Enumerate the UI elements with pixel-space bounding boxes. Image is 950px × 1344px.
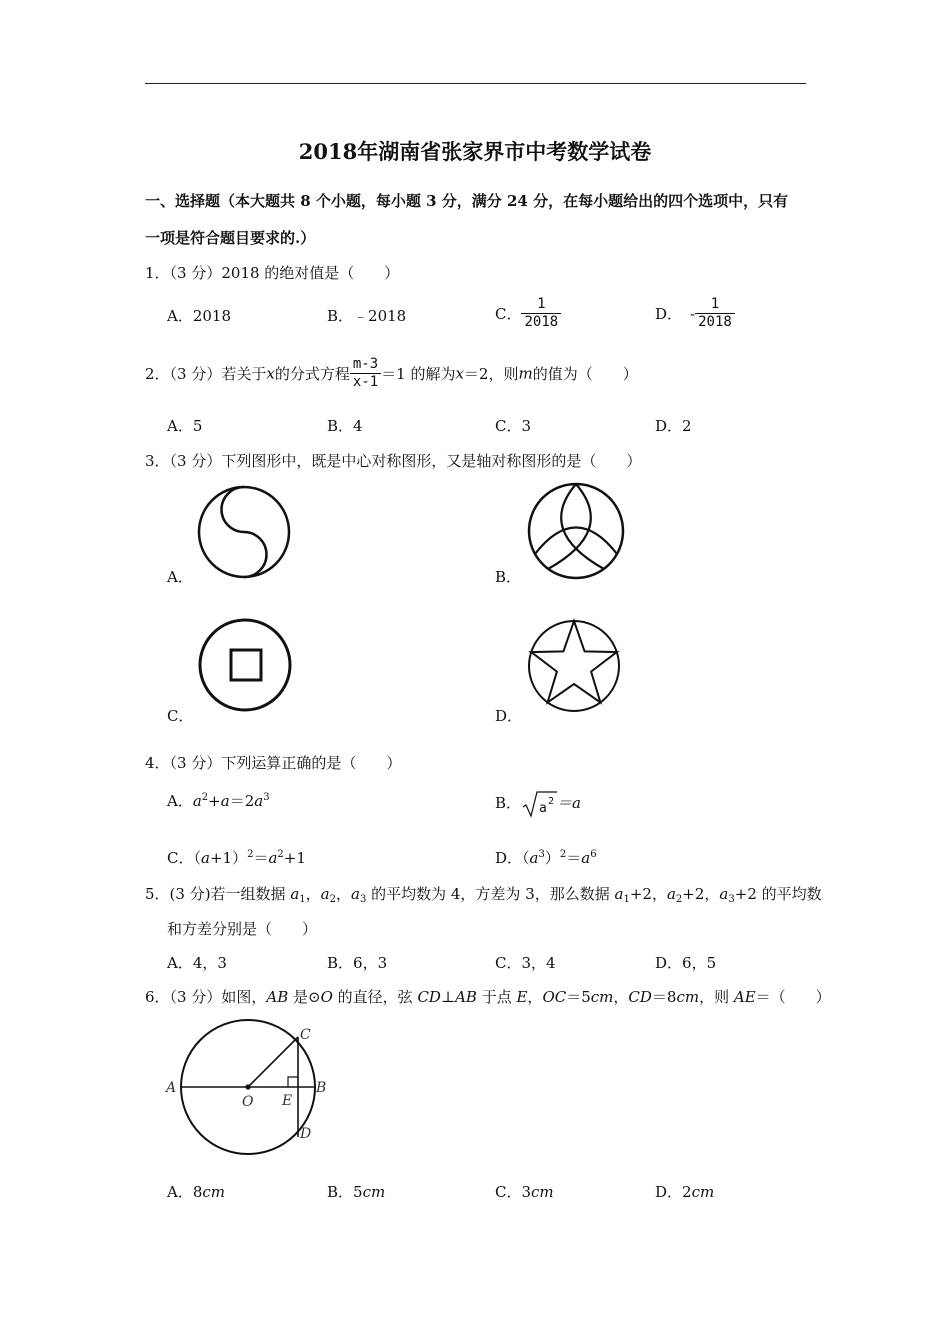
three-arcs-figure [526, 481, 626, 581]
question-4-stem: 4．（3 分）下列运算正确的是（ ） [145, 754, 402, 772]
header-rule [145, 83, 806, 84]
star-circle-figure [527, 619, 621, 713]
question-5-stem-line2: 和方差分别是（ ） [167, 920, 318, 938]
question-1-stem: 1．（3 分）2018 的绝对值是（ ） [145, 264, 400, 282]
q2-option-b: B．4 [327, 417, 363, 435]
svg-text:2: 2 [548, 796, 555, 807]
q5-option-d: D．6，5 [655, 954, 717, 972]
q3-option-d: D． [495, 707, 523, 725]
q3-option-a: A． [167, 568, 193, 586]
q2-option-d: D．2 [655, 417, 692, 435]
q6-option-a: A．8cm [167, 1183, 226, 1201]
svg-text:a: a [539, 801, 547, 816]
q1-c-fraction: $\frac{1}{2018}$ [521, 296, 561, 331]
q6-option-c: C．3cm [495, 1183, 554, 1201]
label-B: B [316, 1080, 327, 1096]
q2-option-c: C．3 [495, 417, 532, 435]
q5-option-b: B．6，3 [327, 954, 388, 972]
question-6-stem: 6．（3 分）如图，AB 是⊙O 的直径，弦 CD⊥AB 于点 E，OC＝5cm，CD＝8cm，则 AE＝（ ） [145, 988, 831, 1006]
question-3-stem: 3．（3 分）下列图形中，既是中心对称图形，又是轴对称图形的是（ ） [145, 452, 642, 470]
q4-option-a: A．$a^2+a=2a^3$ [167, 792, 270, 810]
label-O: O [242, 1094, 254, 1110]
q3-option-c: C． [167, 707, 194, 725]
q3-option-b: B． [495, 568, 522, 586]
q2-fraction: $\frac{m-3}{x-1}$ [350, 356, 381, 391]
page-title: 2018年湖南省张家界市中考数学试卷 [298, 139, 652, 164]
q1-option-a: A．2018 [167, 307, 232, 325]
q1-d-fraction: $\frac{1}{2018}$ [695, 296, 735, 331]
label-A: A [166, 1080, 177, 1096]
q1-option-d: D． - $\frac{1}{2018}$ [655, 296, 735, 331]
label-E: E [282, 1093, 293, 1109]
q4-option-b: B． a 2 ＝a [495, 790, 581, 818]
sqrt-symbol [521, 790, 557, 818]
label-D: D [300, 1126, 312, 1142]
q2-option-a: A．5 [167, 417, 203, 435]
question-5-stem-line1: 5．(3 分)若一组数据 $a_1$，$a_2$，$a_3$ 的平均数为 4，方差为 3，那么数据 $a_1+2$，$a_2+2$，$a_3+2$ 的平均数 [145, 885, 822, 905]
question-2-stem: 2．（3 分）若关于x的分式方程 $\frac{m-3}{x-1}$ ＝1 的解为x＝2，则m的值为（ ） [145, 356, 638, 390]
coin-square-figure [197, 617, 293, 713]
q6-option-b: B．5cm [327, 1183, 386, 1201]
q4-option-c: C．$(a+1)^2=a^2+1$ [167, 849, 306, 867]
q6-option-d: D．2cm [655, 1183, 715, 1201]
yin-yang-figure [196, 484, 292, 580]
section-heading-line2: 一项是符合题目要求的.） [145, 229, 316, 247]
q1-option-c: C． $\frac{1}{2018}$ [495, 296, 561, 331]
q5-option-c: C．3，4 [495, 954, 556, 972]
q1-option-b: B．﹣2018 [327, 307, 407, 325]
circle-chord-figure [160, 1012, 340, 1162]
label-C: C [300, 1027, 311, 1043]
section-heading-line1: 一、选择题（本大题共 8 个小题，每小题 3 分，满分 24 分，在每小题给出的四个选项中，只有 [145, 192, 789, 210]
q4-option-d: D．$(a^3)^2=a^6$ [495, 849, 597, 867]
q5-option-a: A．4，3 [167, 954, 227, 972]
